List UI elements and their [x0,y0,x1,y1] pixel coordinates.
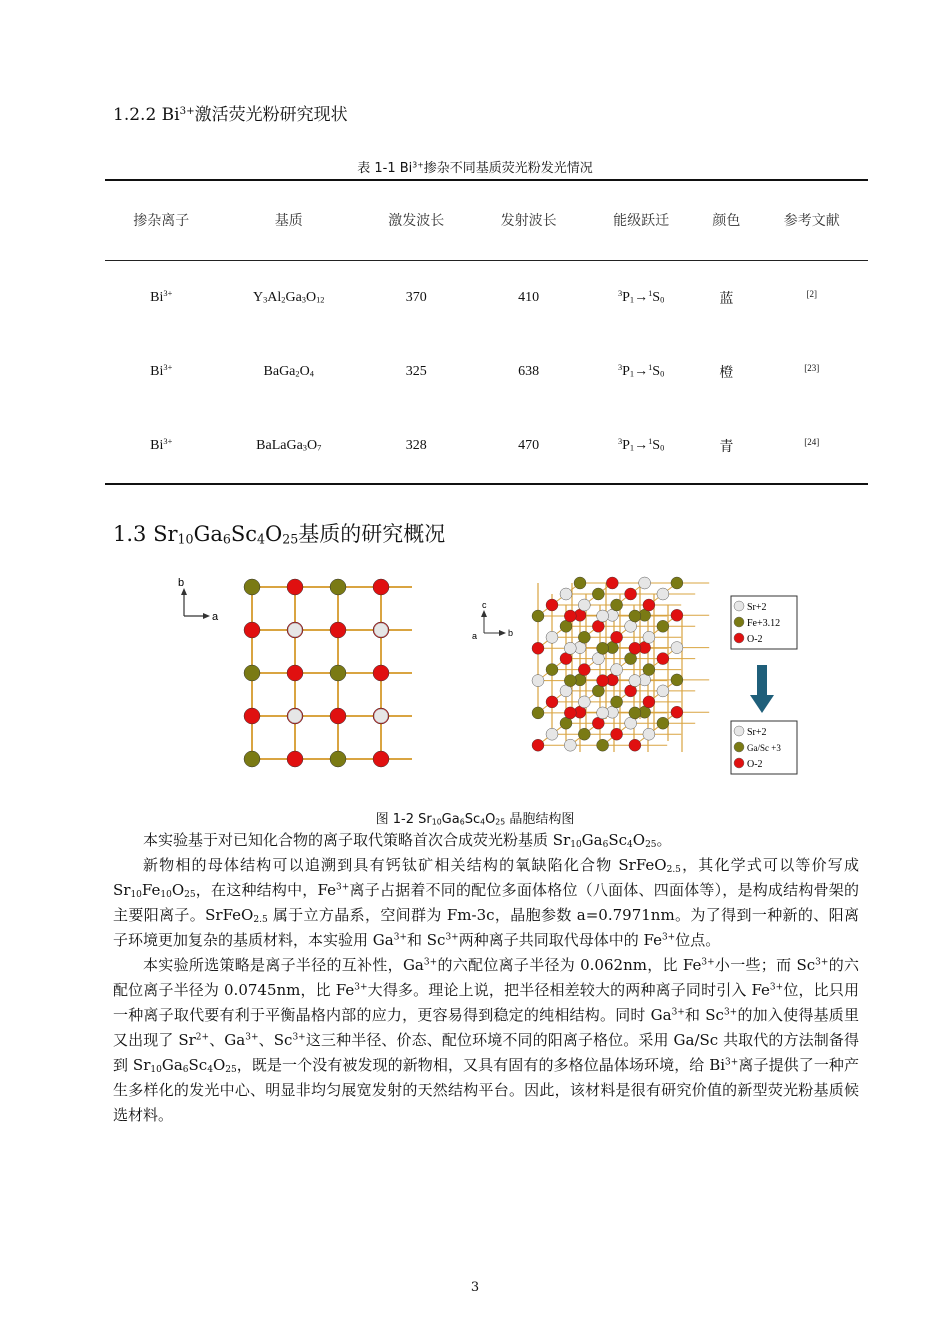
o-atom [671,706,683,718]
fe-atom [611,696,623,708]
fe-atom [546,664,558,676]
sr-atom [657,685,669,697]
cell-color: 橙 [719,365,734,381]
bi-phosphor-table [105,180,868,485]
o-atom [597,675,609,687]
o-atom [244,622,260,638]
o-atom [629,642,641,654]
figure-legends [730,595,802,775]
section-title: 激活荧光粉研究现状 [194,105,348,125]
legend-o-swatch [734,758,744,768]
legend-sr-swatch [734,726,744,736]
figure-caption: 图 1-2 $Sr_{10}Ga_6Sc_4O_{25}$ 晶胞结构图 [375,812,575,827]
axis-indicator-3d [472,600,513,641]
superscript: 3+ [179,105,195,117]
fe-atom [611,599,623,611]
fe-atom [578,728,590,740]
o-atom [643,696,655,708]
caption-text: 掺杂不同基质荧光粉发光情况 [423,161,593,176]
section-number: 1.3 [113,522,147,546]
sr-atom [611,664,623,676]
caption-prefix: 表 1-1 Bi [357,161,413,176]
cell-color: 青 [697,409,755,484]
sr-atom [374,623,388,637]
cell-color: 蓝 [719,291,734,307]
cell-ex: 370 [405,290,427,305]
fe-atom [592,588,604,600]
o-atom [564,610,576,622]
sr-atom [564,739,576,751]
fe-atom [244,751,260,767]
legend-entry: O-2 [747,634,763,645]
header-reference: 参考文献 [756,180,869,261]
legend-top [731,596,797,649]
sr-atom [560,588,572,600]
fe-atom [643,664,655,676]
cell-host: $Y_3Al_2Ga_3O_{12}$ [252,290,325,305]
cell-em: 410 [518,290,540,305]
sr-atom [288,709,302,723]
cell-ex: 325 [405,364,427,379]
fe-atom [671,577,683,589]
legend-entry: Sr+2 [747,602,767,613]
fe-atom [629,610,641,622]
paragraph: 本实验所选策略是离子半径的互补性，$Ga^{3+}$的六配位离子半径为 0.062nm，比 $Fe^{3+}$小一些；而 $Sc^{3+}$的六配位离子半径为 0.0745nm，比 $Fe^{3+}$大得多。理论上说，把半径相差较大的两种离子同时引入 $Fe^{3+}$位，比只用一种离子取代要有利于平衡晶格内部的应力，更容易得到稳定的纯相结构。同时 $Ga^{3+}$和 $Sc^{3+}$的加入使得基质里又出现了 $Sr^{2+}$、$Ga^{3+}$、$Sc^{3+}$这三种半径、价态、配位环境不同的阳离子格位。采用 Ga/Sc 共取代的方法制备得到 $Sr_{10}Ga_6Sc_4O_{25}$，既是一个没有被发现的新物相，又具有固有的多格位晶体场环境，给 $Bi^{3+}$离子提供了一种产生多样化的发光中心、明显非均匀展宽发射的天然结构平台。因此，该材料是很有研究价值的新型荧光粉基质候选材料。 [113,956,859,1124]
section-heading-1-2-2 [113,100,348,125]
o-atom [373,665,389,681]
fe-atom [244,665,260,681]
o-atom [611,631,623,643]
header-color: 颜色 [697,180,755,261]
cell-ref: [24] [756,409,869,484]
o-atom [532,642,544,654]
cell-ref: [2] [806,288,817,299]
crystal-structure-3d [470,565,730,795]
cell-ion: $Bi^{3+}$ [150,288,173,305]
sr-atom [657,588,669,600]
sr-atom [374,709,388,723]
header-emission: 发射波长 [472,180,584,261]
o-atom [546,599,558,611]
cell-ref: [23] [804,362,820,373]
paragraph: 本实验基于对已知化合物的离子取代策略首次合成荧光粉基质 $Sr_{10}Ga_6Sc_4O_{25}$。 [143,831,672,850]
legend-gasc-swatch [734,742,744,752]
sr-atom [578,696,590,708]
cell-em: 470 [472,409,584,484]
cell-em: 638 [518,364,540,379]
header-excitation: 激发波长 [360,180,472,261]
section-title: 基质的研究概况 [298,522,446,546]
fe-atom [330,751,346,767]
axis-a-label: a [472,631,478,641]
sr-atom [546,728,558,740]
fe-atom [657,717,669,729]
o-atom [671,609,683,621]
o-atom [532,739,544,751]
axis-indicator [178,577,219,623]
fe-atom [657,620,669,632]
section-formula: $Sr_{10}Ga_6Sc_4O_{25}$ [153,522,299,547]
o-atom [287,579,303,595]
o-atom [244,708,260,724]
sr-atom [597,707,609,719]
sr-atom [578,599,590,611]
o-atom [546,696,558,708]
sr-atom [597,610,609,622]
fe-atom [629,707,641,719]
o-atom [330,622,346,638]
fe-atom [578,631,590,643]
o-atom [564,707,576,719]
sr-atom [564,642,576,654]
fe-atom [564,675,576,687]
cell-host: $BaLaGa_3O_7$ [217,409,360,484]
cell-ion: $Bi^{3+}$ [105,409,217,484]
legend-fe-swatch [734,617,744,627]
table-row [105,261,868,336]
axis-b-label: b [178,577,185,589]
legend-entry: Ga/Sc +3 [747,743,781,753]
table-caption [0,157,950,176]
section-number: 1.2.2 Bi [113,105,180,125]
legend-o-swatch [734,633,744,643]
fe-atom [532,707,544,719]
o-atom [606,577,618,589]
axis-a-label: a [212,611,219,623]
sr-atom [546,631,558,643]
header-host: 基质 [217,180,360,261]
cell-trans: $^3P_1\to^1S_0$ [585,409,697,484]
table-header-row [105,180,868,261]
legend-bottom [731,721,797,774]
sr-atom [643,728,655,740]
sr-atom [532,675,544,687]
legend-entry: Sr+2 [747,727,767,738]
sr-atom [288,623,302,637]
o-atom [611,728,623,740]
section-heading-1-3 [113,518,445,548]
sr-atom [639,577,651,589]
o-atom [287,665,303,681]
sr-atom [643,631,655,643]
sr-atom [671,642,683,654]
table-row [105,409,868,484]
fe-atom [330,579,346,595]
o-atom [330,708,346,724]
fe-atom [244,579,260,595]
caption-sup: 3+ [412,160,424,170]
cell-host: $BaGa_2O_4$ [263,364,314,379]
cell-trans: $^3P_1\to^1S_0$ [617,288,665,305]
table-row [105,335,868,409]
o-atom [287,751,303,767]
fe-atom [574,577,586,589]
fe-atom [597,642,609,654]
o-atom [373,579,389,595]
paragraph: 新物相的母体结构可以追溯到具有钙钛矿相关结构的氧缺陷化合物 SrFeO$_{2.5}$，其化学式可以等价写成 $Sr_{10}Fe_{10}O_{25}$，在这种结构中，$Fe^{3+}$离子占据着不同的配位多面体格位（八面体、四面体等），是构成结构骨架的主要阳离子。SrFeO$_{2.5}$ 属于立方晶系，空间群为 Fm-3c，晶胞参数 a=0.7971nm。为了得到一种新的、阳离子环境更加复杂的基质材料，本实验用 $Ga^{3+}$和 $Sc^{3+}$两种离子共同取代母体中的 $Fe^{3+}$位点。 [113,856,859,949]
cell-ion: $Bi^{3+}$ [150,362,173,379]
fe-atom [671,674,683,686]
cell-trans: $^3P_1\to^1S_0$ [617,362,665,379]
fe-atom [330,665,346,681]
o-atom [625,588,637,600]
cell-ex: 328 [360,409,472,484]
o-atom [643,599,655,611]
axis-c-label: c [482,600,487,610]
legend-sr-swatch [734,601,744,611]
fe-atom [532,610,544,622]
o-atom [629,739,641,751]
legend-entry: O-2 [747,759,763,770]
crystal-structure-2d [172,572,412,792]
o-atom [657,653,669,665]
o-atom [373,751,389,767]
down-arrow-icon [750,665,774,713]
body-text [113,828,859,1128]
page-number: 3 [470,1280,480,1295]
legend-entry: Fe+3.12 [747,618,781,629]
o-atom [578,664,590,676]
header-dopant: 掺杂离子 [105,180,217,261]
axis-b-label: b [508,628,514,638]
fe-atom [597,739,609,751]
header-transition: 能级跃迁 [585,180,697,261]
sr-atom [629,675,641,687]
